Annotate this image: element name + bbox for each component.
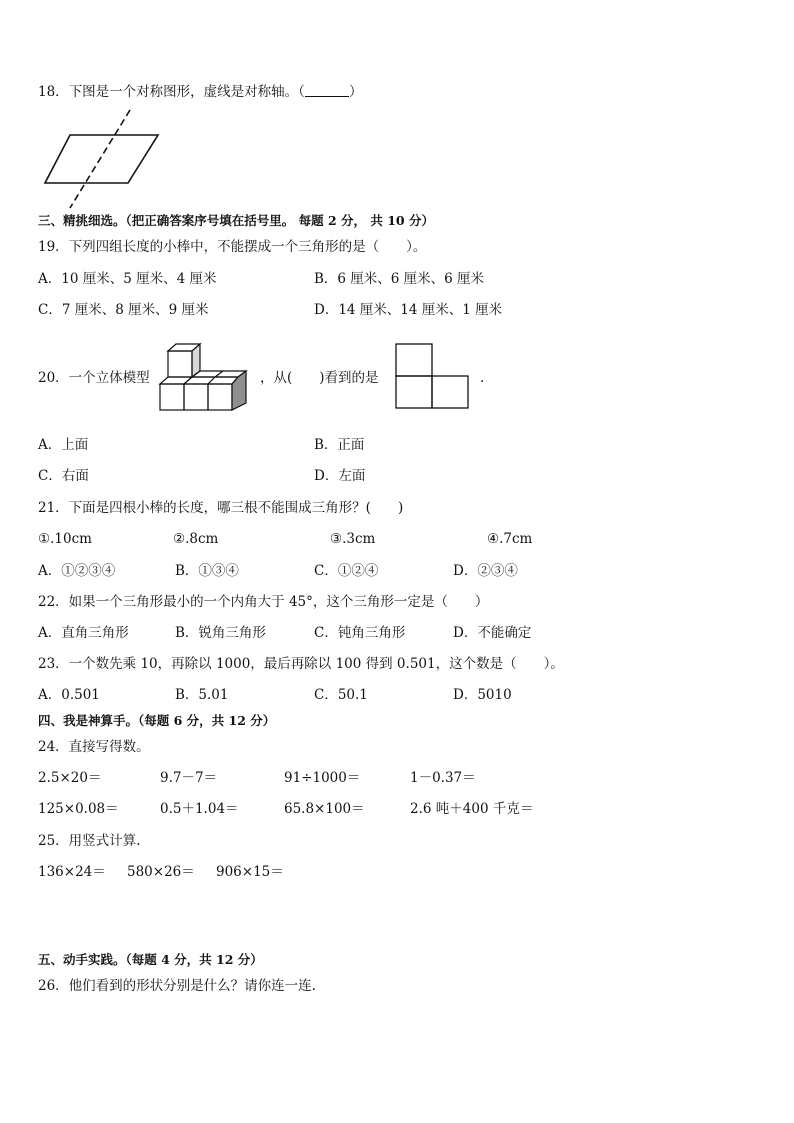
q18-parallelogram-figure — [40, 108, 170, 213]
view-square-bottom-left — [396, 376, 432, 408]
cube-front-3 — [208, 384, 232, 410]
q22-option-b[interactable]: B．锐角三角形 — [175, 625, 266, 641]
q18-stem — [38, 83, 362, 101]
q20-option-b[interactable]: B．正面 — [314, 437, 365, 453]
q20-option-d[interactable]: D．左面 — [314, 468, 366, 484]
row-top-divider — [215, 371, 223, 377]
q24-item-4[interactable]: 1－0.37＝ — [410, 770, 476, 786]
q23-option-d[interactable]: D．5010 — [453, 687, 512, 703]
q25-stem: 25．用竖式计算. — [38, 833, 141, 849]
q24-item-1[interactable]: 2.5×20＝ — [38, 770, 102, 786]
view-square-bottom-right — [432, 376, 468, 408]
q22-option-a[interactable]: A．直角三角形 — [38, 625, 129, 641]
q21-stick-2: ②.8cm — [173, 531, 219, 547]
q21-option-a[interactable]: A．①②③④ — [38, 563, 116, 579]
q25-item-1[interactable]: 136×24＝ — [38, 864, 106, 880]
q25-item-3[interactable]: 906×15＝ — [216, 864, 284, 880]
q24-item-5[interactable]: 125×0.08＝ — [38, 801, 119, 817]
q19-stem: 19．下列四组长度的小棒中，不能摆成一个三角形的是（ ）。 — [38, 239, 427, 255]
q20-view-figure — [395, 343, 471, 409]
cube-front-2 — [184, 384, 208, 410]
q26-stem: 26．他们看到的形状分别是什么？请你连一连. — [38, 978, 316, 994]
symmetry-axis-dashed — [70, 110, 130, 208]
q24-item-8[interactable]: 2.6 吨＋400 千克＝ — [410, 801, 534, 817]
view-square-top — [396, 344, 432, 376]
cube-top-front-face — [168, 351, 192, 377]
q21-stick-4: ④.7cm — [487, 531, 533, 547]
q21-option-b[interactable]: B．①③④ — [175, 563, 239, 579]
q25-item-2[interactable]: 580×26＝ — [127, 864, 195, 880]
q18-close-paren: ） — [348, 84, 363, 100]
q21-option-d[interactable]: D．②③④ — [453, 563, 518, 579]
q24-item-2[interactable]: 9.7－7＝ — [160, 770, 218, 786]
q18-text: 下图是一个对称图形，虚线是对称轴。（ — [68, 84, 305, 100]
q19-option-d[interactable]: D．14 厘米、14 厘米、1 厘米 — [314, 302, 503, 318]
section-5-title: 五、动手实践。（每题 4 分，共 12 分） — [38, 952, 263, 967]
q19-option-c[interactable]: C．7 厘米、8 厘米、9 厘米 — [38, 302, 209, 318]
section-4-title: 四、我是神算手。（每题 6 分，共 12 分） — [38, 713, 276, 728]
q19-option-a[interactable]: A．10 厘米、5 厘米、4 厘米 — [38, 271, 217, 287]
q23-option-a[interactable]: A．0.501 — [38, 687, 100, 703]
q22-option-c[interactable]: C．钝角三角形 — [314, 625, 406, 641]
q23-option-b[interactable]: B．5.01 — [175, 687, 229, 703]
q20-option-c[interactable]: C．右面 — [38, 468, 89, 484]
q21-stick-3: ③.3cm — [330, 531, 376, 547]
front-row-top-divider — [208, 377, 215, 384]
q23-stem: 23．一个数先乘 10，再除以 1000，最后再除以 100 得到 0.501，这个数是（ ）。 — [38, 656, 564, 672]
q22-option-d[interactable]: D．不能确定 — [453, 625, 532, 641]
q20-option-a[interactable]: A．上面 — [38, 437, 89, 453]
q20-cube-model-figure — [158, 343, 248, 413]
q22-stem: 22．如果一个三角形最小的一个内角大于 45°，这个三角形一定是（ ） — [38, 594, 489, 610]
cube-front-1 — [160, 384, 184, 410]
section-3-title: 三、精挑细选。（把正确答案序号填在括号里。 每题 2 分， 共 10 分） — [38, 213, 434, 228]
q24-item-6[interactable]: 0.5＋1.04＝ — [160, 801, 239, 817]
q21-stem: 21．下面是四根小棒的长度，哪三根不能围成三角形？( ) — [38, 500, 404, 516]
q23-option-c[interactable]: C．50.1 — [314, 687, 368, 703]
q20-stem-part1: 20．一个立体模型 — [38, 370, 150, 386]
q21-stick-1: ①.10cm — [38, 531, 92, 547]
q20-stem-end: . — [480, 370, 485, 386]
parallelogram-shape — [45, 135, 158, 183]
q24-item-3[interactable]: 91÷1000＝ — [284, 770, 361, 786]
q24-item-7[interactable]: 65.8×100＝ — [284, 801, 365, 817]
q19-option-b[interactable]: B．6 厘米、6 厘米、6 厘米 — [314, 271, 485, 287]
q21-option-c[interactable]: C．①②④ — [314, 563, 379, 579]
q18-number: 18． — [38, 84, 69, 100]
q24-stem: 24．直接写得数。 — [38, 739, 150, 755]
q18-answer-blank[interactable] — [305, 83, 349, 97]
q20-stem-part2: ，从( )看到的是 — [260, 370, 379, 386]
